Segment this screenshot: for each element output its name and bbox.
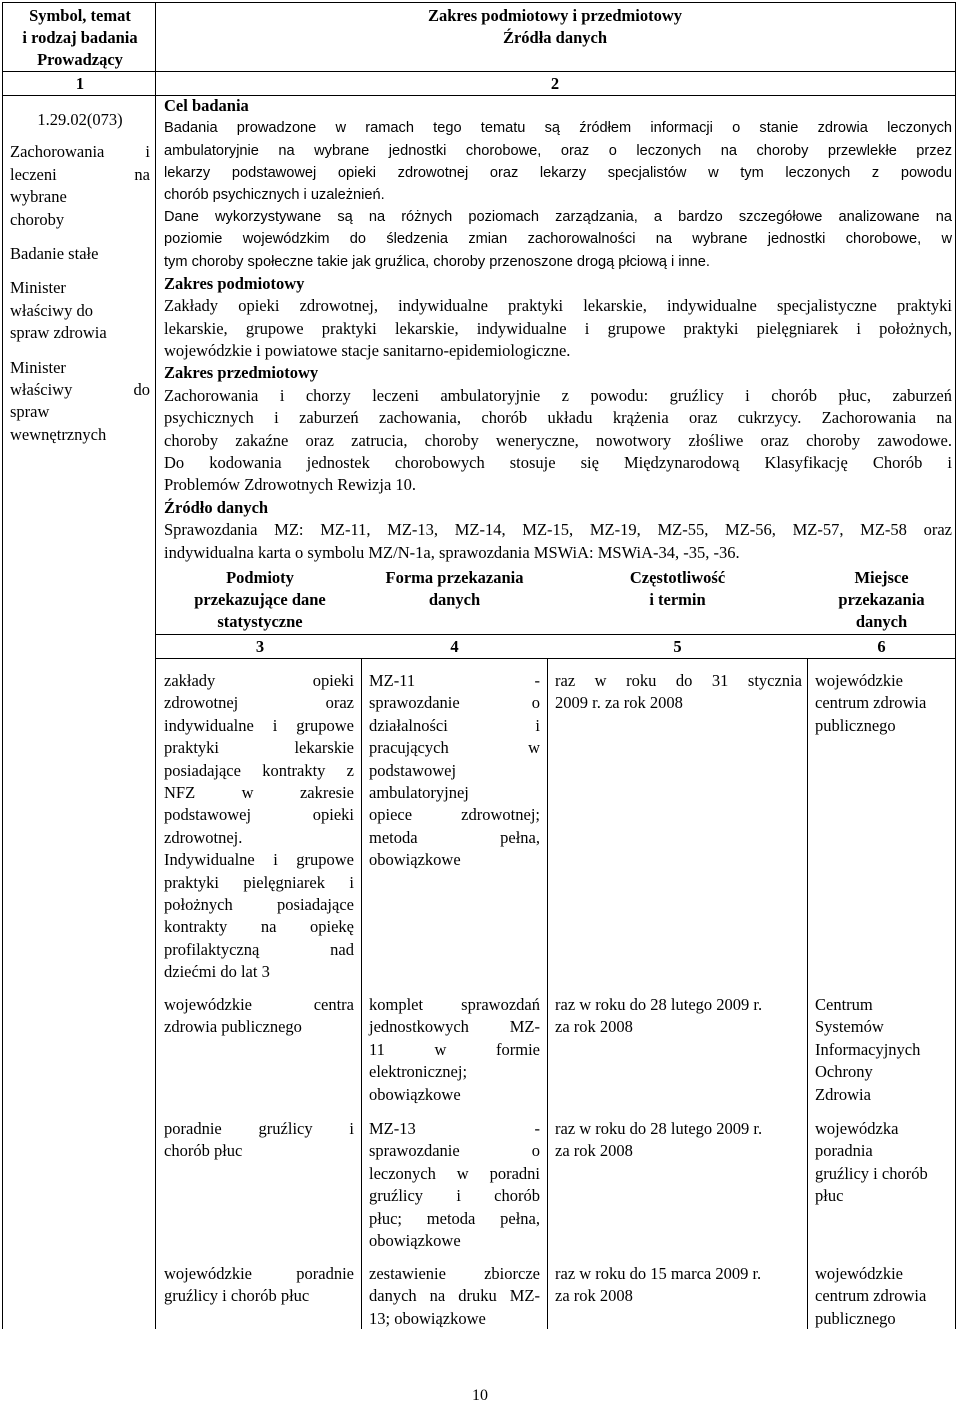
subtable-header-line: Miejsce xyxy=(854,568,909,587)
cell-line: centrum zdrowia xyxy=(815,693,927,713)
column-number-1: 1 xyxy=(75,74,85,93)
cell-line: zakłady opieki xyxy=(164,671,354,690)
header-right-line: Zakres podmiotowy i przedmiotowy xyxy=(427,6,683,25)
cell-line: płuc; metoda pełna, xyxy=(369,1208,540,1228)
table-cell-podmioty xyxy=(164,1118,354,1163)
subtable-header-line: przekazujące dane xyxy=(194,590,326,609)
survey-title-line: leczeni na xyxy=(10,164,150,184)
cell-line: zdrowotnej oraz xyxy=(164,693,354,713)
cell-line: zestawienie zbiorcze xyxy=(369,1264,540,1283)
section-heading-podmiotowy: Zakres podmiotowy xyxy=(164,273,305,293)
subtable-header-line: przekazania xyxy=(838,590,925,609)
cell-line: poradnie gruźlicy i xyxy=(164,1119,354,1138)
cell-line: Informacyjnych xyxy=(815,1039,921,1059)
cell-line: Ochrony xyxy=(815,1062,873,1082)
cell-line: profilaktyczną nad xyxy=(164,939,354,959)
cell-line: za rok 2008 xyxy=(555,1141,633,1161)
cell-line: gruźlicy i chorób xyxy=(815,1163,928,1183)
cell-line: metoda pełna, xyxy=(369,827,540,847)
cell-line: działalności i xyxy=(369,715,540,735)
table-cell-podmioty xyxy=(164,994,354,1039)
cell-line: wojewódzkie poradnie xyxy=(164,1264,354,1283)
section-heading-przedmiotowy: Zakres przedmiotowy xyxy=(164,363,319,383)
cell-line: 13; obowiązkowe xyxy=(369,1308,486,1328)
paragraph-line: tym choroby społeczne takie jak gruźlica, choroby przenoszone drogą płciową i inne. xyxy=(164,253,710,270)
paragraph-line: choroby zakaźne oraz zatrucia, choroby weneryczne, nowotwory złośliwe oraz choroby zawodowe. xyxy=(164,430,952,450)
table-cell-forma xyxy=(369,670,540,872)
paragraph-line: poziomie wojewódzkim do śledzenia zmian zachorowalności na wybrane jednostki chorobowe, w xyxy=(164,231,952,248)
paragraph-line: indywidualna karta o symbolu MZ/N-1a, sprawozdania MSWiA: MSWiA-34, -35, -36. xyxy=(164,542,740,562)
cell-line: wojewódzkie centra xyxy=(164,995,354,1014)
cell-line: płuc xyxy=(815,1186,844,1206)
cell-line: wojewódzka xyxy=(815,1119,899,1138)
left-column xyxy=(10,109,150,458)
cell-line: Zdrowia xyxy=(815,1084,871,1104)
cell-line: Systemów xyxy=(815,1017,884,1037)
cell-line: indywidualne i grupowe xyxy=(164,715,354,735)
table-border-left xyxy=(2,2,3,1329)
subtable-header-6 xyxy=(808,567,955,633)
cel-paragraph-sans xyxy=(164,117,952,206)
subtable-col-divider-3 xyxy=(807,658,808,1329)
cell-line: 11 w formie xyxy=(369,1039,540,1059)
paragraph-line: chorób psychicznych i uzależnień. xyxy=(164,187,385,204)
subtable-header-5 xyxy=(548,567,807,611)
header-left xyxy=(8,5,152,71)
cell-line: raz w roku do 31 stycznia xyxy=(555,671,802,690)
cell-line: sprawozdanie o xyxy=(369,1141,540,1161)
cell-line: zdrowotnej. xyxy=(164,827,243,847)
cell-line: położnych posiadające xyxy=(164,895,354,915)
zrodlo-paragraph xyxy=(164,519,952,564)
cell-line: pracujących w xyxy=(369,738,540,758)
cell-line: raz w roku do 15 marca 2009 r. xyxy=(555,1264,762,1283)
right-column xyxy=(164,95,952,564)
przedmiotowy-paragraph xyxy=(164,385,952,497)
cell-line: Indywidualne i grupowe xyxy=(164,850,354,870)
cell-line: komplet sprawozdań xyxy=(369,995,540,1014)
subtable-number-top xyxy=(155,634,956,635)
paragraph-line: Problemów Zdrowotnych Rewizja 10. xyxy=(164,475,417,495)
table-cell-forma xyxy=(369,1263,540,1330)
cell-line: gruźlicy i chorób płuc xyxy=(164,1286,310,1306)
cell-line: elektronicznej; xyxy=(369,1062,468,1082)
cell-line: posiadające kontrakty z xyxy=(164,760,354,780)
subtable-header-line: statystyczne xyxy=(217,612,303,631)
cell-line: za rok 2008 xyxy=(555,1017,633,1037)
header-left-line: i rodzaj badania xyxy=(22,28,138,47)
cell-line: leczonych w poradni xyxy=(369,1163,540,1183)
survey-type: Badanie stałe xyxy=(10,244,99,264)
cell-line: raz w roku do 28 lutego 2009 r. xyxy=(555,995,763,1014)
paragraph-line: Dane wykorzystywane są na różnych poziomach zarządzania, a bardzo szczegółowe analizowane na xyxy=(164,209,952,226)
column-number-2: 2 xyxy=(550,74,560,93)
table-border-top xyxy=(2,2,956,3)
cell-line: 2009 r. za rok 2008 xyxy=(555,693,683,713)
cell-line: centrum zdrowia xyxy=(815,1286,927,1306)
paragraph-line: Do kodowania jednostek chorobowych stosuje się Międzynarodową Klasyfikację Chorób i xyxy=(164,453,952,473)
cell-line: dziećmi do lat 3 xyxy=(164,962,270,982)
provider-line: właściwy do xyxy=(10,380,150,400)
header-right xyxy=(157,5,953,49)
header-divider xyxy=(2,71,956,72)
podmiotowy-paragraph xyxy=(164,295,952,362)
paragraph-line: lekarskie, grupowe praktyki lekarskie, indywidualne i grupowe praktyki pielęgniarek i położnych, xyxy=(164,318,952,338)
subtable-header-line: danych xyxy=(428,590,481,609)
cell-line: wojewódzkie xyxy=(815,671,903,690)
cel-paragraph-usage xyxy=(164,206,952,273)
provider-line: właściwy do xyxy=(10,300,93,320)
cell-line: podstawowej opieki xyxy=(164,805,354,825)
cell-line: publicznego xyxy=(815,715,896,735)
subtable-header-4 xyxy=(362,567,547,611)
cell-line: obowiązkowe xyxy=(369,1231,461,1251)
cell-line: chorób płuc xyxy=(164,1141,243,1161)
provider-health xyxy=(10,277,150,344)
cell-line: gruźlicy i chorób xyxy=(369,1186,540,1206)
cell-line: NFZ w zakresie xyxy=(164,783,354,803)
provider-line: spraw xyxy=(10,402,50,422)
subtable-col-divider-1 xyxy=(361,658,362,1329)
table-cell-miejsce xyxy=(815,994,952,1106)
subtable-number-5: 5 xyxy=(673,637,682,656)
subtable-number-6: 6 xyxy=(877,637,886,656)
table-cell-miejsce xyxy=(815,670,952,737)
paragraph-line: Sprawozdania MZ: MZ-11, MZ-13, MZ-14, MZ-15, MZ-19, MZ-55, MZ-56, MZ-57, MZ-58 oraz xyxy=(164,520,952,540)
section-heading-cel: Cel badania xyxy=(164,96,249,115)
table-cell-podmioty xyxy=(164,1263,354,1308)
subtable-header-line: danych xyxy=(855,612,908,631)
provider-interior xyxy=(10,357,150,447)
cell-line: kontrakty na opiekę xyxy=(164,917,354,937)
subtable-header-line: Podmioty xyxy=(226,568,294,587)
table-cell-termin xyxy=(555,1263,802,1308)
paragraph-line: ambulatoryjnie na wybrane jednostki chorobowe, oraz o leczonych na choroby przewlekłe przez xyxy=(164,142,952,159)
header-right-line: Źródła danych xyxy=(502,28,608,47)
subtable-number-3: 3 xyxy=(255,637,265,656)
table-cell-miejsce xyxy=(815,1263,952,1330)
cell-line: praktyki pielęgniarek i xyxy=(164,872,354,892)
cell-line: danych na druku MZ- xyxy=(369,1286,540,1306)
cell-line: poradnia xyxy=(815,1141,873,1161)
survey-title xyxy=(10,141,150,231)
provider-line: spraw zdrowia xyxy=(10,323,107,343)
page-number: 10 xyxy=(472,1387,488,1404)
survey-title-line: wybrane xyxy=(10,187,67,207)
header-left-line: Prowadzący xyxy=(37,50,123,69)
cell-line: Centrum xyxy=(815,995,873,1014)
table-cell-termin xyxy=(555,1118,802,1163)
cell-line: obowiązkowe xyxy=(369,850,461,870)
cell-line: sprawozdanie o xyxy=(369,693,540,713)
cell-line: opiece zdrowotnej; xyxy=(369,805,540,825)
section-heading-zrodlo: Źródło danych xyxy=(164,497,269,517)
subtable-header-line: i termin xyxy=(649,590,706,609)
provider-line: Minister xyxy=(10,278,66,298)
paragraph-line: psychicznych i zaburzeń zachowania, chorób układu krążenia oraz cukrzycy. Zachorowania na xyxy=(164,408,952,428)
subtable-header-line: Forma przekazania xyxy=(385,568,524,587)
table-border-right xyxy=(955,2,956,1329)
survey-symbol: 1.29.02(073) xyxy=(37,110,123,129)
cell-line: podstawowej xyxy=(369,760,457,780)
table-cell-termin xyxy=(555,994,802,1039)
table-cell-forma xyxy=(369,994,540,1106)
cell-line: wojewódzkie xyxy=(815,1264,903,1283)
cell-line: obowiązkowe xyxy=(369,1084,461,1104)
cell-line: praktyki lekarskie xyxy=(164,738,354,758)
subtable-header-line: Częstotliwość xyxy=(629,568,726,587)
paragraph-line: Badania prowadzone w ramach tego tematu są źródłem informacji o stanie zdrowia leczonych xyxy=(164,120,952,137)
table-cell-forma xyxy=(369,1118,540,1252)
survey-title-line: choroby xyxy=(10,209,65,229)
table-border-mid xyxy=(155,2,156,1329)
cell-line: MZ-13 - xyxy=(369,1119,540,1138)
provider-line: Minister xyxy=(10,357,66,377)
table-cell-podmioty xyxy=(164,670,354,984)
paragraph-line: Zachorowania i chorzy leczeni ambulatoryjnie z powodu: gruźlicy i chorób płuc, zaburzeń xyxy=(164,385,952,405)
survey-title-line: Zachorowania i xyxy=(10,142,150,162)
table-cell-miejsce xyxy=(815,1118,952,1208)
cell-line: ambulatoryjnej xyxy=(369,783,469,803)
cell-line: raz w roku do 28 lutego 2009 r. xyxy=(555,1119,763,1138)
table-cell-termin xyxy=(555,670,802,715)
subtable-col-divider-2 xyxy=(547,658,548,1329)
header-left-line: Symbol, temat xyxy=(29,6,131,25)
cell-line: zdrowia publicznego xyxy=(164,1017,302,1037)
paragraph-line: Zakłady opieki zdrowotnej, indywidualne praktyki lekarskie, indywidualne specjalistyczne praktyki xyxy=(164,296,952,316)
subtable-number-4: 4 xyxy=(450,637,459,656)
cell-line: jednostkowych MZ- xyxy=(369,1017,540,1037)
subtable-header-3 xyxy=(160,567,360,633)
cell-line: za rok 2008 xyxy=(555,1286,633,1306)
cell-line: MZ-11 - xyxy=(369,671,540,690)
paragraph-line: wojewódzkie i powiatowe stacje sanitarno-epidemiologiczne. xyxy=(164,341,571,361)
provider-line: wewnętrznych xyxy=(10,424,107,444)
cell-line: publicznego xyxy=(815,1308,896,1328)
paragraph-line: lekarzy podstawowej opieki zdrowotnej oraz lekarzy specjalistów w tym leczonych z powodu xyxy=(164,164,952,181)
